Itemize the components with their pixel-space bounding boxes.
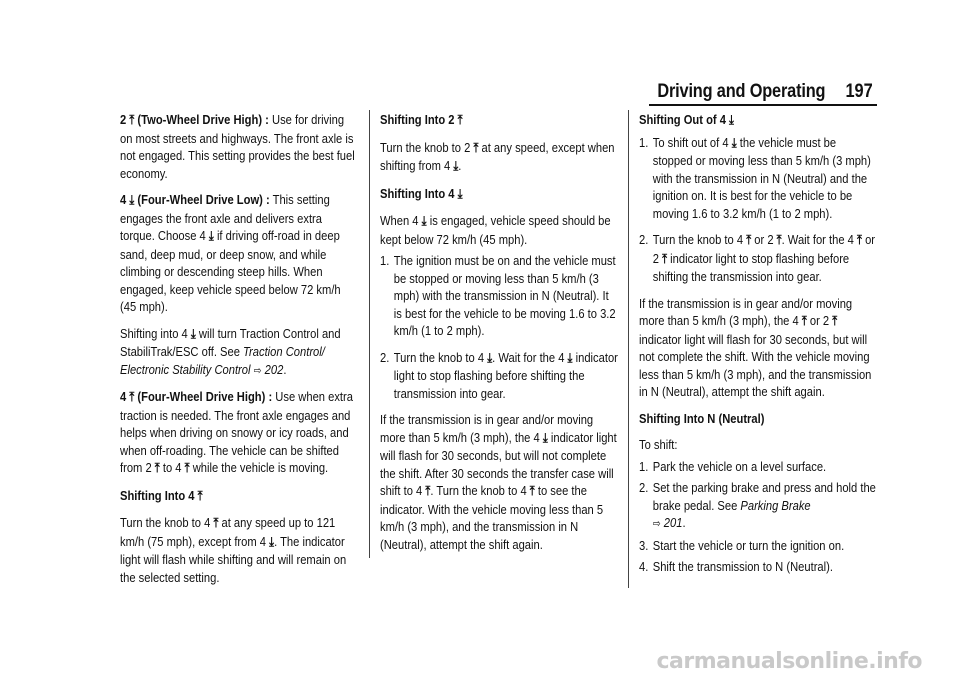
arrow-down-icon: ⤓ — [731, 135, 737, 151]
step-1: 1. To shift out of 4 ⤓ the vehicle must be stopped or moving less than 5 km/h (3 mph) with the transmission in N (Neutral) and the ignition on. It is best for the vehicle to be moving 1.6 to 3.2 km/h (1 to 2 mph). — [639, 134, 871, 221]
arrow-up-icon: ⤒ — [529, 484, 535, 499]
label-4wd-high: 4 ⤒ (Four-Wheel Drive High) : — [120, 389, 273, 405]
arrow-up-icon: ⤒ — [473, 140, 479, 156]
page-ref-icon: ⇨ — [652, 517, 661, 530]
column-2 — [380, 111, 620, 562]
step-1: 1. Park the vehicle on a level surface. — [639, 458, 827, 474]
arrow-up-icon: ⤒ — [184, 461, 190, 476]
page-number: 197 — [845, 81, 873, 102]
paragraph-shift-4-high: Turn the knob to 4 ⤒ at any speed up to 121 km/h (75 mph), except from 4 ⤓. The indicator light will flash while shifting and will remain on the selected setting. — [120, 515, 347, 585]
paragraph-4wd-high: 4 ⤒ (Four-Wheel Drive High) : Use when extra traction is needed. The front axle engages and helps when driving on snowy or icy roads, and when off-roading. The vehicle can be shifted from 2 ⤒ to 4 ⤒ while the vehicle is moving. — [120, 389, 353, 476]
paragraph-4-low-engaged: When 4 ⤓ is engaged, vehicle speed should be kept below 72 km/h (45 mph). — [380, 213, 611, 247]
step-3: 3. Start the vehicle or turn the ignition on. — [639, 537, 845, 553]
header-rule — [649, 104, 877, 106]
step-1: 1. The ignition must be on and the vehicle must be stopped or moving less than 5 km/h (3 mph) with the transmission in N (Neutral). It is best for the vehicle to be moving 1.6 to 3.2 km/h (1 to 2 mph). — [380, 253, 616, 338]
arrow-down-icon: ⤓ — [542, 430, 548, 446]
paragraph-traction-control: Shifting into 4 ⤓ will turn Traction Control and StabiliTrak/ESC off. See Traction Control/ Electronic Stability Control ⇨ 202. — [120, 325, 341, 377]
heading-shifting-into-4-low: Shifting Into 4 ⤓ — [380, 185, 463, 202]
column-divider-1 — [369, 110, 370, 558]
column-3 — [639, 111, 879, 580]
arrow-up-icon: ⤒ — [425, 484, 431, 499]
paragraph-2wd-high: 2 ⤒ (Two-Wheel Drive High) : Use for driving on most streets and highways. The front axle is not engaged. This setting provides the best fuel economy. — [120, 112, 355, 181]
arrow-down-icon: ⤓ — [567, 350, 573, 366]
arrow-down-icon: ⤓ — [269, 534, 275, 550]
arrow-down-icon: ⤓ — [487, 350, 493, 366]
label-2wd-high: 2 ⤒ (Two-Wheel Drive High) : — [120, 112, 269, 128]
arrow-up-icon: ⤒ — [857, 233, 862, 248]
arrow-down-icon: ⤓ — [190, 326, 196, 342]
arrow-down-icon: ⤓ — [208, 229, 214, 244]
arrow-up-icon: ⤒ — [197, 488, 203, 504]
heading-shifting-into-2-high: Shifting Into 2 ⤒ — [380, 112, 463, 128]
arrow-down-icon: ⤓ — [421, 214, 427, 229]
page-header — [0, 81, 960, 105]
section-title: Driving and Operating — [657, 81, 825, 102]
arrow-up-icon: ⤒ — [213, 516, 219, 531]
arrow-up-icon: ⤒ — [129, 390, 135, 405]
arrow-down-icon: ⤓ — [457, 186, 463, 202]
arrow-down-icon: ⤓ — [129, 193, 135, 208]
link-parking-brake[interactable]: Parking Brake — [740, 497, 811, 513]
arrow-up-icon: ⤒ — [801, 314, 807, 329]
paragraph-shift-2-high: Turn the knob to 2 ⤒ at any speed, except when shifting from 4 ⤓. — [380, 139, 615, 174]
paragraph-flash-warning: If the transmission is in gear and/or moving more than 5 km/h (3 mph), the 4 ⤒ or 2 ⤒ indicator light will flash for 30 seconds, but will not complete the shift. With the vehicle moving less than 5 km/h (3 mph), and the transmission in N (Neutral), attempt the shift again. — [639, 295, 872, 399]
column-1 — [120, 111, 360, 595]
page-ref-201[interactable]: 201 — [663, 515, 683, 530]
arrow-up-icon: ⤒ — [746, 233, 752, 248]
column-divider-2 — [628, 110, 629, 588]
heading-shifting-out-of-4-low: Shifting Out of 4 ⤓ — [639, 112, 735, 128]
arrow-up-icon: ⤒ — [154, 461, 160, 476]
heading-shifting-into-4-high: Shifting Into 4 ⤒ — [120, 487, 203, 504]
link-traction-control[interactable]: Traction Control/ Electronic Stability Control — [120, 344, 325, 377]
arrow-up-icon: ⤒ — [662, 251, 668, 267]
arrow-up-icon: ⤒ — [776, 233, 782, 248]
arrow-up-icon: ⤒ — [129, 113, 135, 128]
step-4: 4. Shift the transmission to N (Neutral). — [639, 559, 833, 574]
arrow-up-icon: ⤒ — [832, 314, 838, 329]
paragraph-to-shift: To shift: — [639, 437, 678, 452]
arrow-down-icon: ⤓ — [453, 159, 459, 174]
label-4wd-low: 4 ⤓ (Four-Wheel Drive Low) : — [120, 192, 270, 208]
arrow-up-icon: ⤒ — [457, 113, 463, 128]
step-2: 2. Turn the knob to 4 ⤒ or 2 ⤒. Wait for the 4 ⤒ or 2 ⤒ indicator light to stop flashing before shifting the transmission into gear. — [639, 232, 876, 284]
step-2: 2. Set the parking brake and press and hold the brake pedal. See Parking Brake ⇨ 201. — [639, 480, 876, 530]
watermark: carmanualsonline.info — [656, 649, 922, 674]
page-ref-202[interactable]: 202 — [264, 361, 284, 377]
heading-shifting-into-neutral: Shifting Into N (Neutral) — [639, 410, 765, 426]
step-2: 2. Turn the knob to 4 ⤓. Wait for the 4 ⤓ indicator light to stop flashing before shifting the transmission into gear. — [380, 349, 618, 401]
paragraph-transfer-case: If the transmission is in gear and/or moving more than 5 km/h (3 mph), the 4 ⤓ indicator light will flash for 30 seconds, but will not complete the shift. After 30 seconds the transfer case will shift to 4 ⤒. Turn the knob to 4 ⤒ to see the indicator. With the vehicle moving less than 5 km/h (3 mph), and the transmission in N (Neutral), attempt the shift again. — [380, 412, 617, 552]
arrow-down-icon: ⤓ — [729, 113, 735, 128]
page-ref-icon: ⇨ — [253, 363, 262, 377]
paragraph-4wd-low: 4 ⤓ (Four-Wheel Drive Low) : This setting engages the front axle and delivers extra torque. Choose 4 ⤓ if driving off-road in deep sand, deep mud, or deep snow, and while climbing or descending steep hills. When engaged, keep vehicle speed below 72 km/h (45 mph). — [120, 192, 341, 314]
